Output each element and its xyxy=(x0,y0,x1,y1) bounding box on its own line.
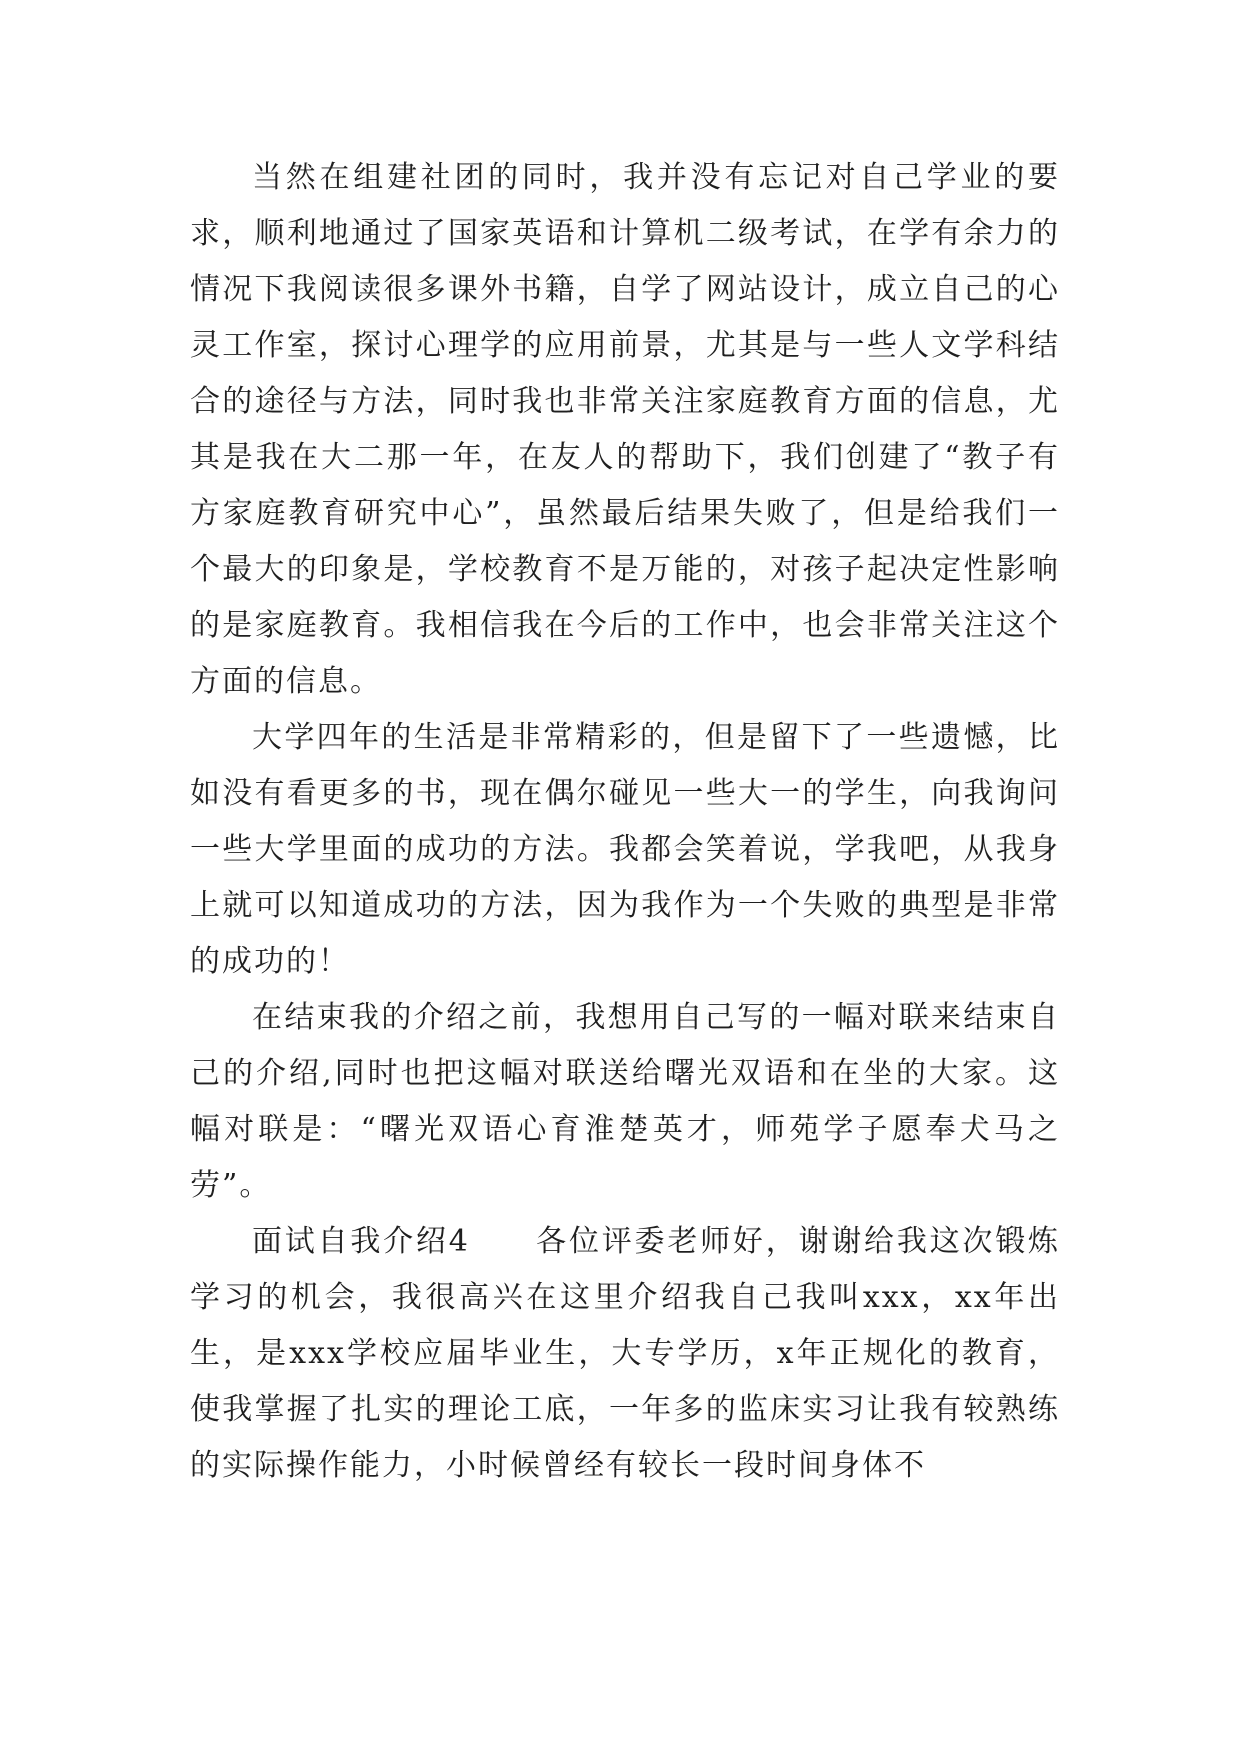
paragraph-club-and-study: 当然在组建社团的同时，我并没有忘记对自己学业的要求，顺利地通过了国家英语和计算机二级考试，在学有余力的情况下我阅读很多课外书籍，自学了网站设计，成立自己的心灵工作室，探讨心理学的应用前景，尤其是与一些人文学科结合的途径与方法，同时我也非常关注家庭教育方面的信息，尤其是我在大二那一年，在友人的帮助下，我们创建了“教子有方家庭教育研究中心”，虽然最后结果失败了，但是给我们一个最大的印象是，学校教育不是万能的，对孩子起决定性影响的是家庭教育。我相信我在今后的工作中，也会非常关注这个方面的信息。 xyxy=(190,160,1060,699)
paragraph-university-life: 大学四年的生活是非常精彩的，但是留下了一些遗憾，比如没有看更多的书，现在偶尔碰见一些大一的学生，向我询问一些大学里面的成功的方法。我都会笑着说，学我吧，从我身上就可以知道成功的方法，因为我作为一个失败的典型是非常的成功的！ xyxy=(190,720,1060,979)
paragraph-couplet: 在结束我的介绍之前，我想用自己写的一幅对联来结束自己的介绍,同时也把这幅对联送给曙光双语和在坐的大家。这幅对联是：“曙光双语心育淮楚英才，师苑学子愿奉犬马之劳”。 xyxy=(190,1000,1060,1203)
paragraph-self-introduction-4: 面试自我介绍4 各位评委老师好，谢谢给我这次锻炼学习的机会，我很高兴在这里介绍我自己我叫xxx，xx年出生，是xxx学校应届毕业生，大专学历，x年正规化的教育，使我掌握了扎实的理论工底，一年多的监床实习让我有较熟练的实际操作能力，小时候曾经有较长一段时间身体不 xyxy=(190,1224,1060,1483)
document-body xyxy=(190,150,1060,1494)
